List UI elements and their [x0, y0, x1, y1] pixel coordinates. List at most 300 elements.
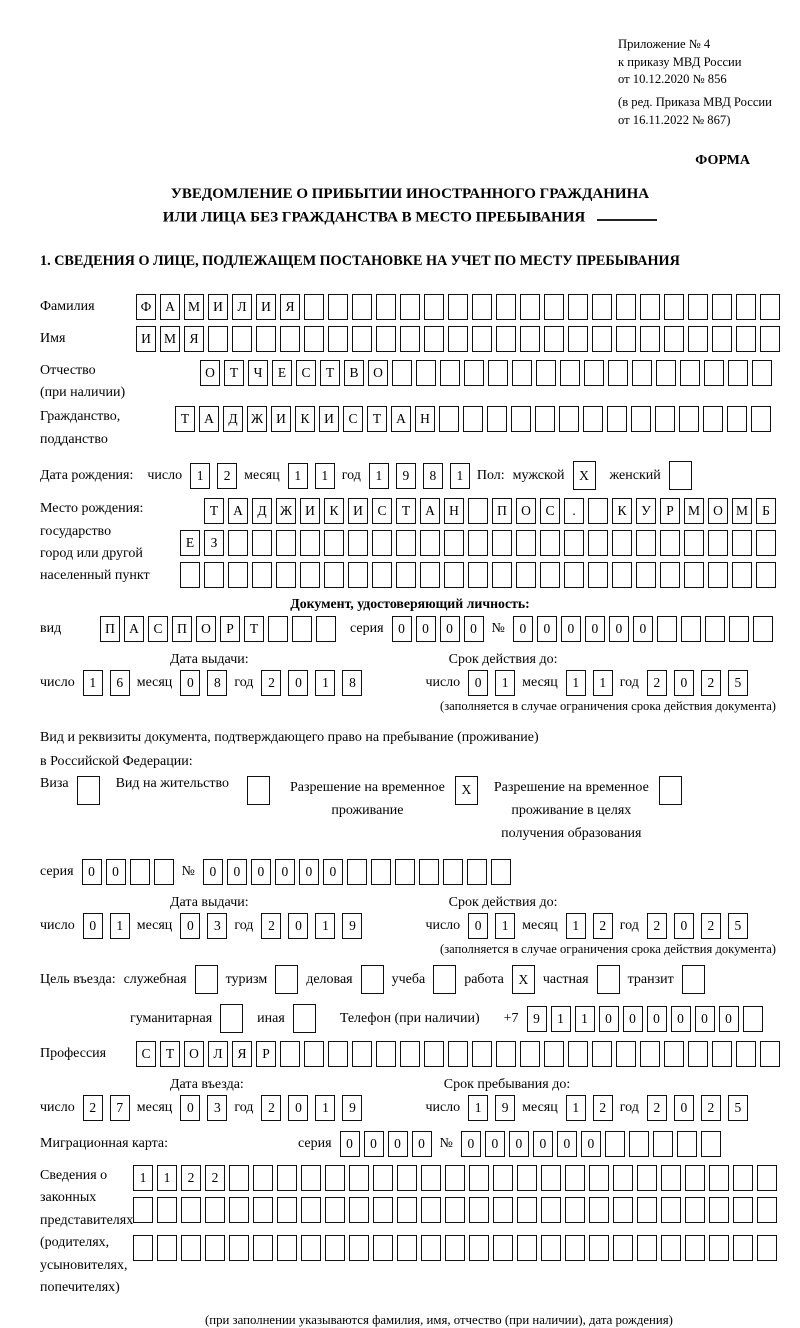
char-box[interactable] — [228, 562, 248, 588]
char-box[interactable] — [468, 562, 488, 588]
char-box[interactable] — [472, 326, 492, 352]
char-box[interactable] — [469, 1235, 489, 1261]
char-box[interactable] — [396, 530, 416, 556]
char-box[interactable] — [589, 1197, 609, 1223]
char-box[interactable] — [681, 616, 701, 642]
char-box[interactable]: 0 — [323, 859, 343, 885]
char-box[interactable] — [420, 562, 440, 588]
char-box[interactable] — [493, 1165, 513, 1191]
char-box[interactable] — [392, 360, 412, 386]
char-box[interactable] — [709, 1197, 729, 1223]
char-box[interactable] — [275, 965, 298, 994]
char-box[interactable] — [544, 1041, 564, 1067]
char-box[interactable] — [440, 360, 460, 386]
char-box[interactable] — [583, 406, 603, 432]
char-box[interactable]: 2 — [261, 913, 281, 939]
char-box[interactable] — [636, 530, 656, 556]
char-box[interactable] — [728, 360, 748, 386]
char-box[interactable]: 1 — [315, 670, 335, 696]
char-box[interactable] — [560, 360, 580, 386]
purpose-other-checkbox[interactable] — [293, 1004, 316, 1033]
char-box[interactable]: 3 — [207, 1095, 227, 1121]
char-box[interactable] — [229, 1235, 249, 1261]
char-box[interactable] — [416, 360, 436, 386]
char-box[interactable] — [584, 360, 604, 386]
char-box[interactable] — [588, 562, 608, 588]
char-box[interactable] — [397, 1197, 417, 1223]
char-box[interactable] — [541, 1235, 561, 1261]
char-box[interactable]: 1 — [133, 1165, 153, 1191]
char-box[interactable] — [420, 530, 440, 556]
char-box[interactable] — [685, 1165, 705, 1191]
char-box[interactable] — [565, 1235, 585, 1261]
purpose-tourism-checkbox[interactable] — [275, 965, 298, 994]
char-box[interactable] — [760, 1041, 780, 1067]
char-box[interactable] — [612, 530, 632, 556]
char-box[interactable] — [516, 530, 536, 556]
char-box[interactable] — [616, 294, 636, 320]
char-box[interactable]: 5 — [728, 913, 748, 939]
char-box[interactable] — [757, 1165, 777, 1191]
char-box[interactable] — [157, 1197, 177, 1223]
char-box[interactable] — [301, 1235, 321, 1261]
char-box[interactable] — [708, 530, 728, 556]
char-box[interactable] — [424, 1041, 444, 1067]
char-box[interactable] — [443, 859, 463, 885]
char-box[interactable] — [472, 294, 492, 320]
char-box[interactable] — [463, 406, 483, 432]
char-box[interactable]: Ч — [248, 360, 268, 386]
char-box[interactable] — [376, 294, 396, 320]
char-box[interactable]: X — [573, 461, 596, 490]
char-box[interactable]: 0 — [585, 616, 605, 642]
char-box[interactable] — [685, 1235, 705, 1261]
char-box[interactable]: Я — [184, 326, 204, 352]
char-box[interactable]: С — [136, 1041, 156, 1067]
char-box[interactable] — [733, 1165, 753, 1191]
char-box[interactable]: Ж — [247, 406, 267, 432]
char-box[interactable] — [277, 1165, 297, 1191]
char-box[interactable] — [439, 406, 459, 432]
char-box[interactable]: 1 — [110, 913, 130, 939]
char-box[interactable]: 5 — [728, 1095, 748, 1121]
char-box[interactable] — [468, 530, 488, 556]
char-box[interactable]: Е — [180, 530, 200, 556]
char-box[interactable] — [325, 1165, 345, 1191]
char-box[interactable] — [760, 326, 780, 352]
char-box[interactable] — [733, 1235, 753, 1261]
char-box[interactable] — [684, 562, 704, 588]
char-box[interactable] — [712, 294, 732, 320]
char-box[interactable] — [631, 406, 651, 432]
char-box[interactable]: 8 — [207, 670, 227, 696]
gender-male-checkbox[interactable] — [573, 461, 596, 490]
char-box[interactable] — [180, 562, 200, 588]
char-box[interactable] — [733, 1197, 753, 1223]
char-box[interactable] — [300, 530, 320, 556]
char-box[interactable] — [349, 1235, 369, 1261]
purpose-humanitarian-checkbox[interactable] — [220, 1004, 243, 1033]
char-box[interactable]: Т — [160, 1041, 180, 1067]
purpose-private-checkbox[interactable] — [597, 965, 620, 994]
char-box[interactable] — [228, 530, 248, 556]
char-box[interactable]: Т — [396, 498, 416, 524]
char-box[interactable] — [517, 1165, 537, 1191]
char-box[interactable]: Л — [232, 294, 252, 320]
char-box[interactable] — [373, 1235, 393, 1261]
char-box[interactable] — [703, 406, 723, 432]
char-box[interactable] — [229, 1197, 249, 1223]
char-box[interactable]: 0 — [468, 670, 488, 696]
char-box[interactable] — [181, 1235, 201, 1261]
char-box[interactable] — [636, 562, 656, 588]
char-box[interactable] — [400, 294, 420, 320]
char-box[interactable]: М — [160, 326, 180, 352]
char-box[interactable] — [424, 294, 444, 320]
char-box[interactable]: 1 — [566, 670, 586, 696]
char-box[interactable] — [592, 1041, 612, 1067]
char-box[interactable] — [349, 1197, 369, 1223]
char-box[interactable]: И — [300, 498, 320, 524]
char-box[interactable]: И — [136, 326, 156, 352]
char-box[interactable]: О — [200, 360, 220, 386]
char-box[interactable] — [280, 326, 300, 352]
char-box[interactable]: И — [348, 498, 368, 524]
char-box[interactable] — [253, 1197, 273, 1223]
char-box[interactable] — [316, 616, 336, 642]
char-box[interactable] — [629, 1131, 649, 1157]
char-box[interactable] — [397, 1165, 417, 1191]
char-box[interactable]: Р — [220, 616, 240, 642]
char-box[interactable]: О — [708, 498, 728, 524]
char-box[interactable] — [328, 326, 348, 352]
char-box[interactable] — [679, 406, 699, 432]
char-box[interactable] — [325, 1235, 345, 1261]
char-box[interactable] — [472, 1041, 492, 1067]
char-box[interactable]: . — [564, 498, 584, 524]
char-box[interactable] — [277, 1235, 297, 1261]
char-box[interactable]: X — [512, 965, 535, 994]
char-box[interactable] — [204, 562, 224, 588]
char-box[interactable] — [517, 1235, 537, 1261]
char-box[interactable]: Д — [223, 406, 243, 432]
char-box[interactable]: 9 — [527, 1006, 547, 1032]
char-box[interactable] — [348, 562, 368, 588]
char-box[interactable]: С — [343, 406, 363, 432]
char-box[interactable]: 1 — [288, 463, 308, 489]
char-box[interactable] — [300, 562, 320, 588]
char-box[interactable] — [511, 406, 531, 432]
char-box[interactable] — [616, 1041, 636, 1067]
char-box[interactable] — [637, 1165, 657, 1191]
char-box[interactable]: 1 — [369, 463, 389, 489]
char-box[interactable]: 1 — [566, 1095, 586, 1121]
char-box[interactable] — [655, 406, 675, 432]
char-box[interactable] — [448, 326, 468, 352]
char-box[interactable]: 2 — [647, 913, 667, 939]
char-box[interactable]: М — [732, 498, 752, 524]
char-box[interactable] — [660, 530, 680, 556]
char-box[interactable]: 5 — [728, 670, 748, 696]
gender-female-checkbox[interactable] — [669, 461, 692, 490]
char-box[interactable] — [512, 360, 532, 386]
char-box[interactable] — [347, 859, 367, 885]
char-box[interactable] — [704, 360, 724, 386]
char-box[interactable] — [396, 562, 416, 588]
char-box[interactable]: 0 — [180, 670, 200, 696]
char-box[interactable] — [712, 326, 732, 352]
char-box[interactable]: Т — [224, 360, 244, 386]
char-box[interactable]: 0 — [581, 1131, 601, 1157]
char-box[interactable] — [324, 530, 344, 556]
char-box[interactable] — [445, 1165, 465, 1191]
visa-checkbox[interactable] — [77, 776, 100, 805]
char-box[interactable]: А — [420, 498, 440, 524]
purpose-official-checkbox[interactable] — [195, 965, 218, 994]
char-box[interactable] — [469, 1165, 489, 1191]
char-box[interactable] — [589, 1235, 609, 1261]
char-box[interactable] — [280, 1041, 300, 1067]
char-box[interactable] — [496, 326, 516, 352]
char-box[interactable]: 2 — [261, 1095, 281, 1121]
char-box[interactable] — [324, 562, 344, 588]
char-box[interactable] — [568, 294, 588, 320]
char-box[interactable] — [540, 562, 560, 588]
char-box[interactable] — [154, 859, 174, 885]
char-box[interactable] — [304, 326, 324, 352]
char-box[interactable]: Я — [280, 294, 300, 320]
char-box[interactable]: 0 — [83, 913, 103, 939]
char-box[interactable] — [376, 326, 396, 352]
char-box[interactable] — [276, 530, 296, 556]
char-box[interactable] — [605, 1131, 625, 1157]
char-box[interactable] — [421, 1165, 441, 1191]
char-box[interactable] — [304, 294, 324, 320]
char-box[interactable] — [253, 1235, 273, 1261]
char-box[interactable]: 1 — [157, 1165, 177, 1191]
char-box[interactable] — [444, 530, 464, 556]
char-box[interactable] — [448, 1041, 468, 1067]
char-box[interactable] — [752, 360, 772, 386]
char-box[interactable]: 8 — [342, 670, 362, 696]
char-box[interactable]: К — [612, 498, 632, 524]
char-box[interactable] — [520, 326, 540, 352]
char-box[interactable] — [232, 326, 252, 352]
char-box[interactable] — [608, 360, 628, 386]
char-box[interactable] — [535, 406, 555, 432]
char-box[interactable] — [268, 616, 288, 642]
char-box[interactable] — [541, 1165, 561, 1191]
char-box[interactable] — [205, 1197, 225, 1223]
char-box[interactable] — [637, 1197, 657, 1223]
char-box[interactable] — [656, 360, 676, 386]
residence-permit-checkbox[interactable] — [247, 776, 270, 805]
char-box[interactable] — [705, 616, 725, 642]
char-box[interactable] — [395, 859, 415, 885]
char-box[interactable]: 1 — [450, 463, 470, 489]
char-box[interactable]: 0 — [392, 616, 412, 642]
char-box[interactable] — [220, 1004, 243, 1033]
char-box[interactable] — [493, 1197, 513, 1223]
char-box[interactable]: З — [204, 530, 224, 556]
char-box[interactable] — [732, 530, 752, 556]
char-box[interactable] — [493, 1235, 513, 1261]
char-box[interactable] — [701, 1131, 721, 1157]
char-box[interactable]: А — [199, 406, 219, 432]
char-box[interactable]: 1 — [83, 670, 103, 696]
char-box[interactable] — [682, 965, 705, 994]
purpose-work-checkbox[interactable] — [512, 965, 535, 994]
char-box[interactable]: 0 — [468, 913, 488, 939]
char-box[interactable]: 0 — [533, 1131, 553, 1157]
char-box[interactable] — [304, 1041, 324, 1067]
char-box[interactable] — [419, 859, 439, 885]
char-box[interactable]: 9 — [495, 1095, 515, 1121]
char-box[interactable] — [727, 406, 747, 432]
char-box[interactable] — [661, 1235, 681, 1261]
char-box[interactable] — [424, 326, 444, 352]
char-box[interactable] — [565, 1197, 585, 1223]
char-box[interactable] — [688, 1041, 708, 1067]
char-box[interactable] — [77, 776, 100, 805]
char-box[interactable]: 2 — [701, 670, 721, 696]
char-box[interactable] — [517, 1197, 537, 1223]
char-box[interactable] — [520, 294, 540, 320]
char-box[interactable] — [467, 859, 487, 885]
char-box[interactable] — [433, 965, 456, 994]
char-box[interactable] — [195, 965, 218, 994]
char-box[interactable]: Т — [204, 498, 224, 524]
char-box[interactable]: 2 — [83, 1095, 103, 1121]
char-box[interactable] — [709, 1235, 729, 1261]
char-box[interactable]: 6 — [110, 670, 130, 696]
char-box[interactable]: 9 — [396, 463, 416, 489]
char-box[interactable] — [607, 406, 627, 432]
char-box[interactable] — [597, 965, 620, 994]
char-box[interactable]: Т — [175, 406, 195, 432]
char-box[interactable] — [376, 1041, 396, 1067]
char-box[interactable]: 1 — [315, 913, 335, 939]
char-box[interactable]: 0 — [671, 1006, 691, 1032]
char-box[interactable]: 0 — [340, 1131, 360, 1157]
char-box[interactable] — [371, 859, 391, 885]
char-box[interactable] — [256, 326, 276, 352]
char-box[interactable]: Р — [660, 498, 680, 524]
char-box[interactable]: 0 — [485, 1131, 505, 1157]
char-box[interactable]: 1 — [575, 1006, 595, 1032]
purpose-transit-checkbox[interactable] — [682, 965, 705, 994]
char-box[interactable] — [400, 1041, 420, 1067]
char-box[interactable] — [661, 1165, 681, 1191]
char-box[interactable]: 0 — [461, 1131, 481, 1157]
char-box[interactable]: А — [160, 294, 180, 320]
char-box[interactable] — [448, 294, 468, 320]
char-box[interactable]: 0 — [609, 616, 629, 642]
char-box[interactable] — [492, 562, 512, 588]
char-box[interactable]: А — [228, 498, 248, 524]
char-box[interactable]: И — [271, 406, 291, 432]
char-box[interactable]: Б — [756, 498, 776, 524]
char-box[interactable] — [372, 562, 392, 588]
char-box[interactable] — [208, 326, 228, 352]
char-box[interactable]: Т — [320, 360, 340, 386]
char-box[interactable] — [181, 1197, 201, 1223]
char-box[interactable]: 3 — [207, 913, 227, 939]
char-box[interactable] — [660, 562, 680, 588]
char-box[interactable]: 0 — [537, 616, 557, 642]
char-box[interactable]: 0 — [557, 1131, 577, 1157]
char-box[interactable] — [253, 1165, 273, 1191]
char-box[interactable] — [445, 1197, 465, 1223]
char-box[interactable]: О — [184, 1041, 204, 1067]
char-box[interactable] — [520, 1041, 540, 1067]
char-box[interactable]: К — [324, 498, 344, 524]
char-box[interactable] — [352, 1041, 372, 1067]
char-box[interactable] — [588, 498, 608, 524]
char-box[interactable] — [756, 562, 776, 588]
char-box[interactable]: 0 — [227, 859, 247, 885]
char-box[interactable]: 0 — [633, 616, 653, 642]
char-box[interactable]: 0 — [416, 616, 436, 642]
char-box[interactable]: 2 — [593, 1095, 613, 1121]
char-box[interactable] — [568, 1041, 588, 1067]
char-box[interactable]: И — [319, 406, 339, 432]
char-box[interactable] — [276, 562, 296, 588]
char-box[interactable] — [544, 294, 564, 320]
char-box[interactable]: О — [196, 616, 216, 642]
temp-permit-edu-checkbox[interactable] — [659, 776, 682, 805]
char-box[interactable]: Н — [415, 406, 435, 432]
char-box[interactable] — [492, 530, 512, 556]
char-box[interactable] — [541, 1197, 561, 1223]
char-box[interactable] — [632, 360, 652, 386]
char-box[interactable] — [252, 530, 272, 556]
char-box[interactable]: А — [124, 616, 144, 642]
char-box[interactable]: 2 — [181, 1165, 201, 1191]
char-box[interactable] — [488, 360, 508, 386]
char-box[interactable]: 0 — [561, 616, 581, 642]
char-box[interactable]: К — [295, 406, 315, 432]
char-box[interactable] — [712, 1041, 732, 1067]
char-box[interactable] — [445, 1235, 465, 1261]
char-box[interactable] — [421, 1235, 441, 1261]
char-box[interactable] — [757, 1235, 777, 1261]
char-box[interactable]: 0 — [599, 1006, 619, 1032]
char-box[interactable] — [685, 1197, 705, 1223]
char-box[interactable] — [540, 530, 560, 556]
char-box[interactable] — [664, 1041, 684, 1067]
char-box[interactable]: 1 — [495, 913, 515, 939]
char-box[interactable]: Т — [367, 406, 387, 432]
char-box[interactable] — [736, 326, 756, 352]
char-box[interactable] — [708, 562, 728, 588]
char-box[interactable]: П — [172, 616, 192, 642]
char-box[interactable]: 0 — [647, 1006, 667, 1032]
char-box[interactable] — [205, 1235, 225, 1261]
char-box[interactable]: 1 — [190, 463, 210, 489]
char-box[interactable]: 0 — [180, 913, 200, 939]
char-box[interactable] — [592, 294, 612, 320]
char-box[interactable]: В — [344, 360, 364, 386]
char-box[interactable] — [516, 562, 536, 588]
char-box[interactable] — [301, 1165, 321, 1191]
char-box[interactable] — [348, 530, 368, 556]
char-box[interactable] — [659, 776, 682, 805]
char-box[interactable] — [229, 1165, 249, 1191]
char-box[interactable] — [496, 1041, 516, 1067]
char-box[interactable] — [637, 1235, 657, 1261]
temp-permit-checkbox[interactable] — [455, 776, 478, 805]
